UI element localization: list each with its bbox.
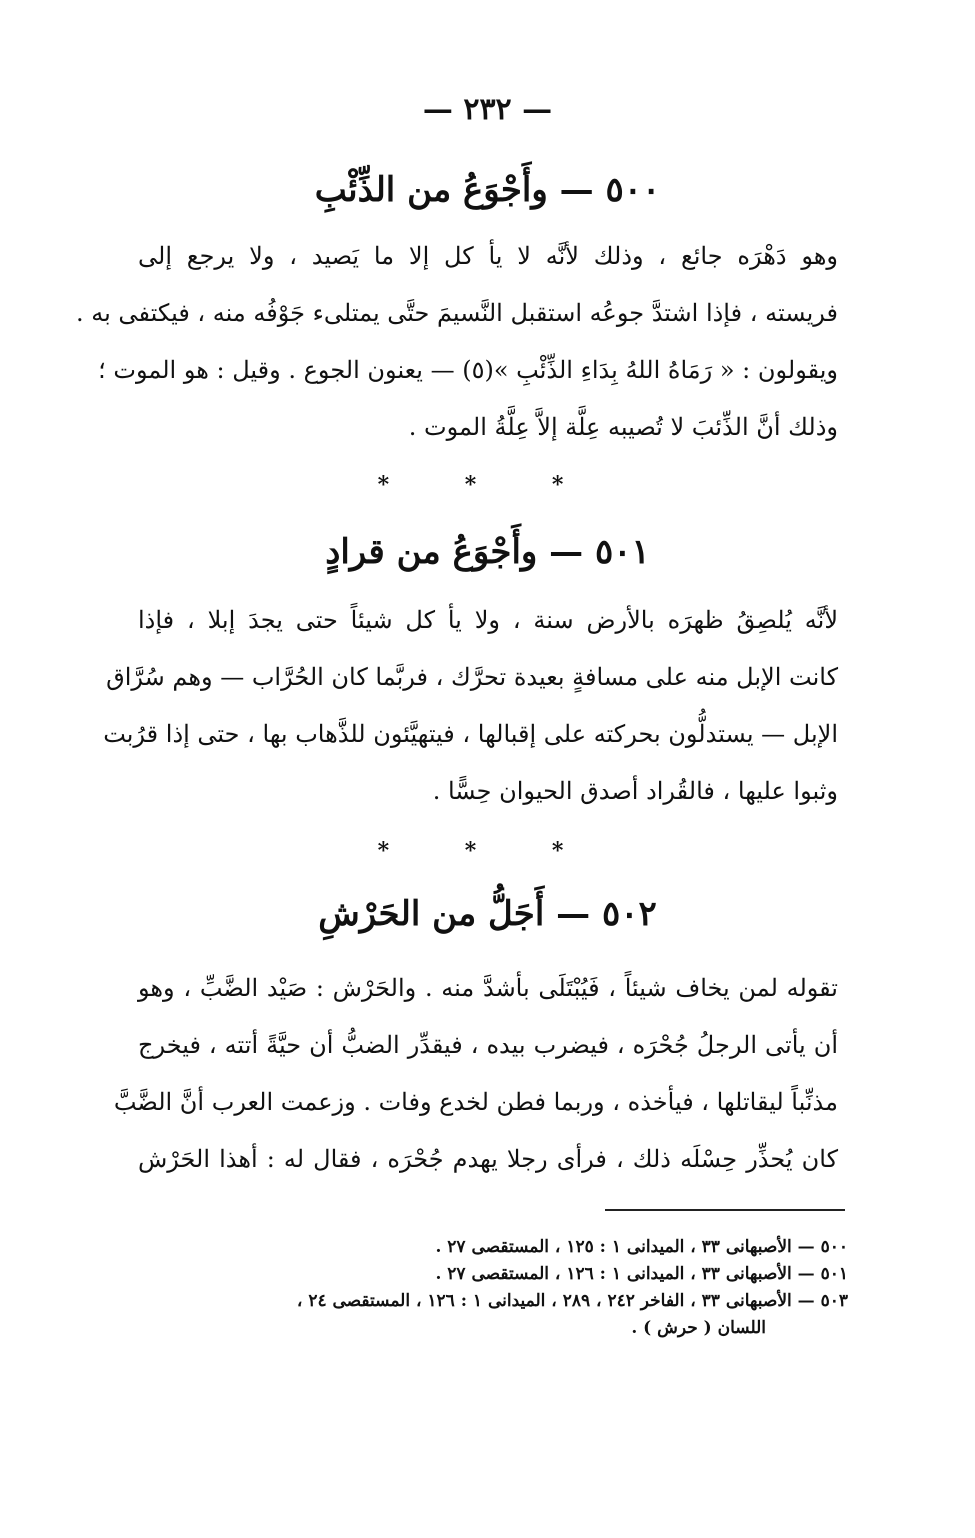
text-line: تقوله لمن يخاف شيئاً ، فَيُبْتَلَى بأشدَّ منه . والحَرْش : صَيْد الضَّبِّ ، وهو: [138, 974, 838, 1002]
text-line: لأنَّه يُلصِقُ ظهرَه بالأرض سنة ، ولا يأ كل شيئاً حتى يجدَ إبلا ، فإذا: [138, 606, 838, 634]
section-separator: * * *: [377, 472, 598, 498]
section-separator: * * *: [377, 838, 598, 864]
text-line: فريسته ، فإذا اشتدَّ جوعُه استقبل النَّسيمَ حتَّى يمتلىء جَوْفُه منه ، فيكتفى به .: [76, 299, 838, 327]
footnote: ٥٠١ — الأصبهانى ٣٣ ، الميدانى ١ : ١٢٦ ، المستقصى ٢٧ .: [435, 1264, 848, 1284]
page-number: — ٢٣٢ —: [422, 92, 553, 127]
proverb-text-501: [103, 592, 838, 820]
footnote: ٥٠٠ — الأصبهانى ٣٣ ، الميدانى ١ : ١٢٥ ، المستقصى ٢٧ .: [435, 1237, 848, 1257]
footnotes: [138, 1234, 848, 1342]
text-line: ويقولون : « رَمَاهُ اللهُ بِدَاءِ الذِّئْبِ »(٥) — يعنون الجوع . وقيل : هو الموت ؛: [98, 356, 838, 384]
text-line: الإبل — يستدلُّون بحركته على إقبالها ، فيتهيَّئون للذَّهاب بها ، حتى إذا قرُبت: [103, 720, 838, 748]
footnote-continuation: اللسان ( حرش ) .: [631, 1318, 766, 1338]
text-line: وثبوا عليها ، فالقُراد أصدق الحيوان حِسًّا .: [432, 777, 838, 805]
text-line: وهو دَهْرَه جائع ، وذلك لأنَّه لا يأ كل إلا ما يَصيد ، ولا يرجع إلى: [138, 242, 838, 270]
footnote-divider: [605, 1209, 845, 1211]
text-line: أن يأتى الرجلُ جُحْرَه ، فيضرب بيده ، فيقدِّر الضبُّ أن حيَّةً أتته ، فيخرج: [138, 1031, 838, 1059]
footnote: ٥٠٣ — الأصبهانى ٣٣ ، الفاخر ٢٤٢ ، ٢٨٩ ، الميدانى ١ : ١٢٦ ، المستقصى ٢٤ ،: [296, 1291, 848, 1311]
proverb-heading-501: ٥٠١ — وأَجْوَعُ من قرادٍ: [325, 532, 650, 572]
proverb-text-500: [76, 228, 838, 456]
text-line: وذلك أنَّ الذِّئبَ لا تُصيبه عِلَّة إلاَّ عِلَّةُ الموت .: [408, 413, 838, 441]
text-line: مذنِّباً ليقاتلها ، فيأخذه ، وربما فطن لخدع وفات . وزعمت العرب أنَّ الضَّبَّ: [113, 1088, 838, 1116]
text-line: كان يُحذِّر حِسْلَه ذلك ، فرأى رجلا يهدم جُحْرَه ، فقال له : أهذا الحَرْش: [138, 1145, 838, 1173]
proverb-text-502: [113, 960, 838, 1188]
text-line: كانت الإبل منه على مسافةٍ بعيدة تحرَّك ، فربَّما كان الحُرَّاب — وهم سُرَّاق: [106, 663, 838, 691]
proverb-heading-500: ٥٠٠ — وأَجْوَعُ من الذِّئْبِ: [314, 170, 661, 210]
proverb-heading-502: ٥٠٢ — أَجَلُّ من الحَرْشِ: [318, 894, 657, 934]
